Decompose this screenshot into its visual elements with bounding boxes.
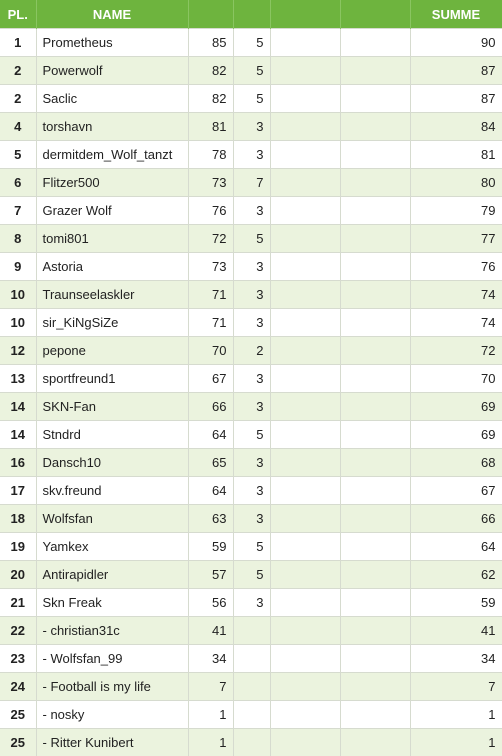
score-a-cell: 72 (188, 225, 233, 253)
name-cell: - Ritter Kunibert (36, 729, 188, 756)
table-row (0, 85, 502, 113)
score-b-cell: 3 (233, 253, 270, 281)
score-a-cell: 59 (188, 533, 233, 561)
summe-cell: 59 (410, 589, 502, 617)
empty-cell (340, 589, 410, 617)
table-row (0, 309, 502, 337)
empty-cell (340, 85, 410, 113)
table-row (0, 365, 502, 393)
table-row (0, 561, 502, 589)
name-cell: Prometheus (36, 29, 188, 57)
name-cell: Dansch10 (36, 449, 188, 477)
score-b-cell: 3 (233, 197, 270, 225)
empty-cell (270, 337, 340, 365)
score-a-cell: 82 (188, 57, 233, 85)
empty-cell (340, 309, 410, 337)
summe-cell: 1 (410, 701, 502, 729)
summe-cell: 87 (410, 85, 502, 113)
score-a-cell: 1 (188, 701, 233, 729)
empty-cell (270, 141, 340, 169)
empty-cell (340, 505, 410, 533)
score-a-cell: 73 (188, 169, 233, 197)
empty-cell (270, 393, 340, 421)
empty-cell (270, 589, 340, 617)
table-row (0, 589, 502, 617)
name-cell: Skn Freak (36, 589, 188, 617)
score-b-cell: 3 (233, 141, 270, 169)
place-cell: 16 (0, 449, 36, 477)
empty-cell (340, 365, 410, 393)
score-b-cell (233, 729, 270, 756)
place-cell: 25 (0, 701, 36, 729)
place-cell: 7 (0, 197, 36, 225)
table-row (0, 57, 502, 85)
table-row (0, 225, 502, 253)
summe-cell: 79 (410, 197, 502, 225)
empty-cell (340, 253, 410, 281)
name-cell: sir_KiNgSiZe (36, 309, 188, 337)
score-b-cell: 5 (233, 421, 270, 449)
empty-cell (340, 113, 410, 141)
score-a-cell: 34 (188, 645, 233, 673)
summe-cell: 69 (410, 393, 502, 421)
summe-cell: 34 (410, 645, 502, 673)
score-a-cell: 76 (188, 197, 233, 225)
summe-cell: 70 (410, 365, 502, 393)
place-cell: 14 (0, 421, 36, 449)
name-cell: - christian31c (36, 617, 188, 645)
table-row (0, 729, 502, 756)
empty-cell (270, 29, 340, 57)
table-row (0, 673, 502, 701)
empty-cell (340, 729, 410, 756)
empty-cell (340, 561, 410, 589)
empty-cell (270, 561, 340, 589)
name-cell: Antirapidler (36, 561, 188, 589)
place-cell: 22 (0, 617, 36, 645)
name-cell: Yamkex (36, 533, 188, 561)
empty-cell (340, 701, 410, 729)
score-a-cell: 63 (188, 505, 233, 533)
score-a-cell: 56 (188, 589, 233, 617)
score-b-cell: 3 (233, 281, 270, 309)
summe-cell: 41 (410, 617, 502, 645)
place-cell: 13 (0, 365, 36, 393)
name-cell: tomi801 (36, 225, 188, 253)
empty-cell (270, 281, 340, 309)
score-b-cell (233, 673, 270, 701)
score-a-cell: 71 (188, 281, 233, 309)
score-a-cell: 57 (188, 561, 233, 589)
place-cell: 20 (0, 561, 36, 589)
header-summe[interactable]: SUMME (410, 0, 502, 29)
score-a-cell: 85 (188, 29, 233, 57)
score-b-cell: 3 (233, 309, 270, 337)
empty-cell (340, 141, 410, 169)
empty-cell (340, 449, 410, 477)
table-row (0, 253, 502, 281)
name-cell: Grazer Wolf (36, 197, 188, 225)
empty-cell (340, 57, 410, 85)
name-cell: - Football is my life (36, 673, 188, 701)
place-cell: 23 (0, 645, 36, 673)
header-row (0, 0, 502, 29)
empty-cell (270, 533, 340, 561)
summe-cell: 7 (410, 673, 502, 701)
name-cell: Powerwolf (36, 57, 188, 85)
name-cell: Traunseelaskler (36, 281, 188, 309)
place-cell: 19 (0, 533, 36, 561)
empty-cell (340, 645, 410, 673)
place-cell: 6 (0, 169, 36, 197)
name-cell: pepone (36, 337, 188, 365)
score-b-cell: 3 (233, 477, 270, 505)
place-cell: 5 (0, 141, 36, 169)
summe-cell: 84 (410, 113, 502, 141)
table-row (0, 393, 502, 421)
header-col6 (340, 0, 410, 29)
summe-cell: 69 (410, 421, 502, 449)
place-cell: 14 (0, 393, 36, 421)
empty-cell (270, 57, 340, 85)
summe-cell: 62 (410, 561, 502, 589)
score-a-cell: 64 (188, 421, 233, 449)
table-row (0, 169, 502, 197)
score-b-cell: 5 (233, 225, 270, 253)
summe-cell: 90 (410, 29, 502, 57)
summe-cell: 66 (410, 505, 502, 533)
empty-cell (340, 393, 410, 421)
empty-cell (340, 477, 410, 505)
table-row (0, 617, 502, 645)
summe-cell: 68 (410, 449, 502, 477)
table-row (0, 701, 502, 729)
score-a-cell: 65 (188, 449, 233, 477)
summe-cell: 80 (410, 169, 502, 197)
name-cell: - nosky (36, 701, 188, 729)
score-b-cell: 5 (233, 533, 270, 561)
empty-cell (270, 197, 340, 225)
place-cell: 18 (0, 505, 36, 533)
place-cell: 2 (0, 57, 36, 85)
score-b-cell (233, 701, 270, 729)
summe-cell: 81 (410, 141, 502, 169)
place-cell: 2 (0, 85, 36, 113)
table-row (0, 197, 502, 225)
empty-cell (340, 673, 410, 701)
place-cell: 10 (0, 281, 36, 309)
empty-cell (270, 449, 340, 477)
place-cell: 9 (0, 253, 36, 281)
summe-cell: 76 (410, 253, 502, 281)
header-place[interactable]: PL. (0, 0, 36, 29)
empty-cell (340, 169, 410, 197)
name-cell: Stndrd (36, 421, 188, 449)
table-row (0, 337, 502, 365)
summe-cell: 1 (410, 729, 502, 756)
name-cell: torshavn (36, 113, 188, 141)
place-cell: 17 (0, 477, 36, 505)
place-cell: 8 (0, 225, 36, 253)
score-b-cell: 5 (233, 29, 270, 57)
summe-cell: 64 (410, 533, 502, 561)
table-row (0, 281, 502, 309)
score-a-cell: 67 (188, 365, 233, 393)
empty-cell (270, 225, 340, 253)
summe-cell: 74 (410, 281, 502, 309)
score-b-cell (233, 617, 270, 645)
score-b-cell: 5 (233, 57, 270, 85)
score-a-cell: 73 (188, 253, 233, 281)
empty-cell (340, 617, 410, 645)
score-b-cell: 2 (233, 337, 270, 365)
score-b-cell: 3 (233, 113, 270, 141)
table-row (0, 533, 502, 561)
name-cell: skv.freund (36, 477, 188, 505)
place-cell: 1 (0, 29, 36, 57)
score-a-cell: 41 (188, 617, 233, 645)
score-a-cell: 78 (188, 141, 233, 169)
empty-cell (270, 253, 340, 281)
score-a-cell: 66 (188, 393, 233, 421)
header-col5 (270, 0, 340, 29)
score-b-cell: 3 (233, 589, 270, 617)
empty-cell (270, 673, 340, 701)
empty-cell (270, 421, 340, 449)
name-cell: sportfreund1 (36, 365, 188, 393)
score-a-cell: 70 (188, 337, 233, 365)
table-row (0, 645, 502, 673)
place-cell: 4 (0, 113, 36, 141)
name-cell: Wolfsfan (36, 505, 188, 533)
empty-cell (340, 533, 410, 561)
empty-cell (270, 477, 340, 505)
score-a-cell: 64 (188, 477, 233, 505)
empty-cell (340, 29, 410, 57)
empty-cell (270, 169, 340, 197)
summe-cell: 87 (410, 57, 502, 85)
name-cell: dermitdem_Wolf_tanzt (36, 141, 188, 169)
table-row (0, 505, 502, 533)
header-col4 (233, 0, 270, 29)
empty-cell (270, 309, 340, 337)
empty-cell (340, 197, 410, 225)
summe-cell: 74 (410, 309, 502, 337)
table-header (0, 0, 502, 29)
name-cell: Saclic (36, 85, 188, 113)
name-cell: Astoria (36, 253, 188, 281)
empty-cell (270, 113, 340, 141)
empty-cell (270, 617, 340, 645)
table-row (0, 421, 502, 449)
empty-cell (270, 645, 340, 673)
empty-cell (270, 505, 340, 533)
empty-cell (270, 365, 340, 393)
name-cell: - Wolfsfan_99 (36, 645, 188, 673)
summe-cell: 67 (410, 477, 502, 505)
table-row (0, 141, 502, 169)
empty-cell (270, 85, 340, 113)
score-b-cell: 5 (233, 561, 270, 589)
score-b-cell: 3 (233, 365, 270, 393)
table-row (0, 29, 502, 57)
header-name[interactable]: NAME (36, 0, 188, 29)
summe-cell: 72 (410, 337, 502, 365)
table-row (0, 113, 502, 141)
table-row (0, 477, 502, 505)
header-col3 (188, 0, 233, 29)
empty-cell (270, 729, 340, 756)
place-cell: 10 (0, 309, 36, 337)
name-cell: SKN-Fan (36, 393, 188, 421)
score-b-cell (233, 645, 270, 673)
place-cell: 24 (0, 673, 36, 701)
score-b-cell: 3 (233, 393, 270, 421)
score-a-cell: 71 (188, 309, 233, 337)
score-a-cell: 1 (188, 729, 233, 756)
place-cell: 21 (0, 589, 36, 617)
empty-cell (340, 281, 410, 309)
score-a-cell: 81 (188, 113, 233, 141)
empty-cell (340, 337, 410, 365)
empty-cell (340, 225, 410, 253)
score-b-cell: 7 (233, 169, 270, 197)
table-body (0, 29, 502, 756)
score-a-cell: 7 (188, 673, 233, 701)
score-b-cell: 3 (233, 505, 270, 533)
place-cell: 25 (0, 729, 36, 756)
empty-cell (340, 421, 410, 449)
place-cell: 12 (0, 337, 36, 365)
table-row (0, 449, 502, 477)
score-a-cell: 82 (188, 85, 233, 113)
score-b-cell: 3 (233, 449, 270, 477)
empty-cell (270, 701, 340, 729)
summe-cell: 77 (410, 225, 502, 253)
name-cell: Flitzer500 (36, 169, 188, 197)
score-b-cell: 5 (233, 85, 270, 113)
